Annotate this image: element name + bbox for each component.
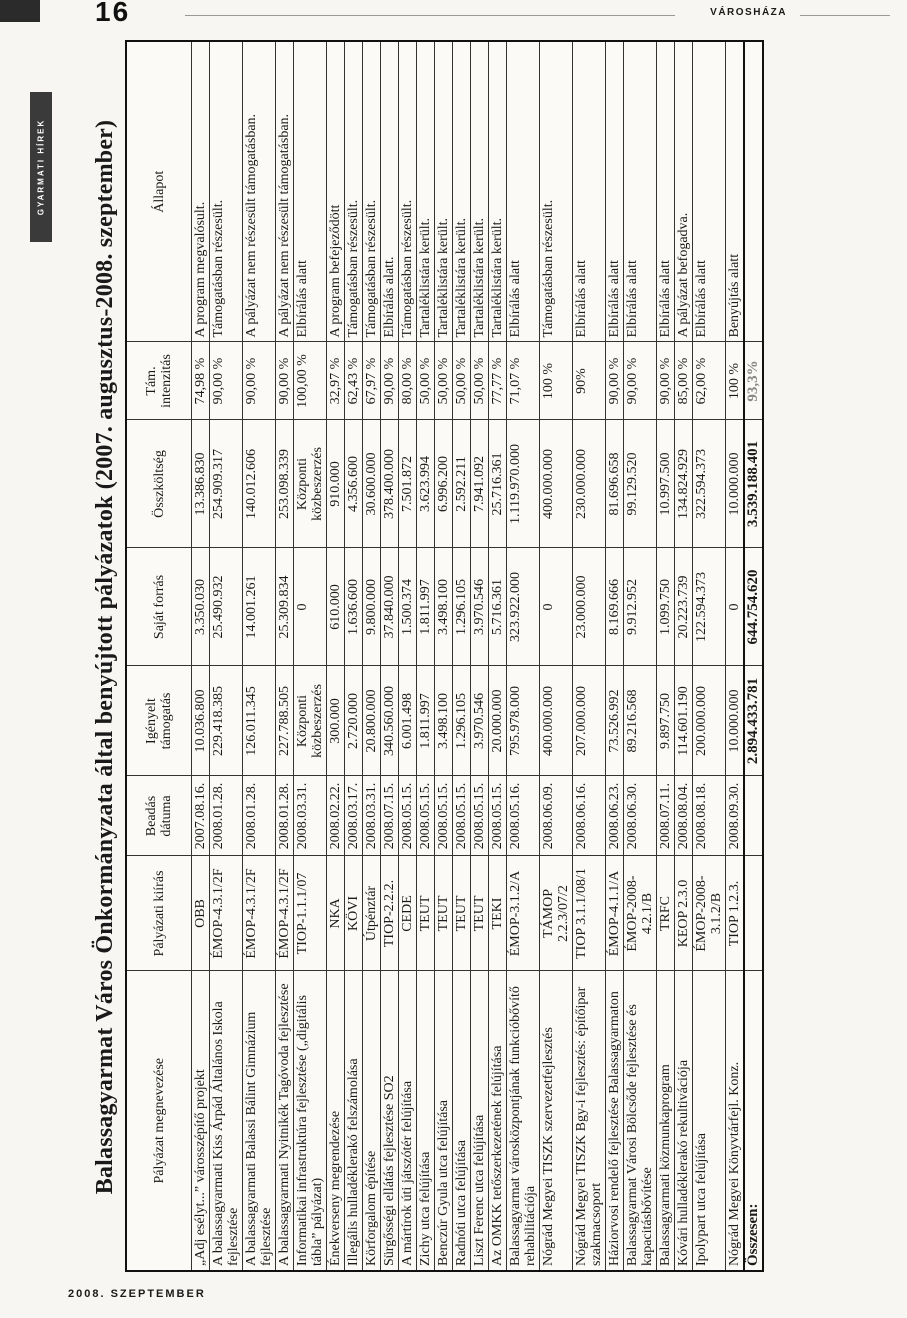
- cell-own: 323.922.000: [507, 548, 540, 666]
- cell-own: 1.636.600: [345, 548, 363, 666]
- cell-intensity: 50,00 %: [453, 342, 471, 420]
- col-header-name: Pályázat megnevezése: [126, 971, 192, 1271]
- table-row: [693, 41, 726, 1271]
- cell-requested: 207.000.000: [573, 666, 606, 776]
- cell-call: TIOP-1.1.1/07: [294, 856, 327, 971]
- cell-requested: 10.036.800: [192, 666, 210, 776]
- cell-status: A program befejeződött: [327, 41, 345, 342]
- cell-intensity: 74,98 %: [192, 342, 210, 420]
- table-row: [417, 41, 435, 1271]
- cell-status: A pályázat nem részesült támogatásban.: [243, 41, 276, 342]
- cell-own: 9.800.000: [363, 548, 381, 666]
- cell-name: A balassagyarmati Nyitnikék Tagóvoda fejlesztése: [276, 971, 294, 1271]
- cell-total: 10.000.000: [726, 420, 745, 548]
- cell-own: 8.169.666: [606, 548, 624, 666]
- cell-own: 0: [294, 548, 327, 666]
- cell-date: 2008.05.15.: [399, 776, 417, 856]
- cell-requested: Központi közbeszerzés: [294, 666, 327, 776]
- totals-row: [744, 41, 763, 1271]
- cell-requested: 20.000.000: [489, 666, 507, 776]
- cell-name: A mártírok úti játszótér felújítása: [399, 971, 417, 1271]
- cell-intensity: 77,77 %: [489, 342, 507, 420]
- cell-date: 2008.08.18.: [693, 776, 726, 856]
- cell-total: 910.000: [327, 420, 345, 548]
- table-row: [540, 41, 573, 1271]
- cell-own: 610.000: [327, 548, 345, 666]
- header-rule-right: [800, 15, 890, 16]
- table-row: [192, 41, 210, 1271]
- cell-total: 253.098.339: [276, 420, 294, 548]
- col-header-date: Beadás dátuma: [126, 776, 192, 856]
- cell-total: 134.824.929: [675, 420, 693, 548]
- cell-requested: 6.001.498: [399, 666, 417, 776]
- cell-total: 10.997.500: [657, 420, 675, 548]
- cell-name: A balassagyarmati Kiss Árpád Általános Iskola fejlesztése: [210, 971, 243, 1271]
- cell-total: 378.400.000: [381, 420, 399, 548]
- cell-requested: 89.216.568: [624, 666, 657, 776]
- cell-date: 2007.08.16.: [192, 776, 210, 856]
- cell-total: 4.356.600: [345, 420, 363, 548]
- cell-date: 2008.05.15.: [453, 776, 471, 856]
- cell-name: Körforgalom építése: [363, 971, 381, 1271]
- cell-date: 2008.07.15.: [381, 776, 399, 856]
- cell-intensity: 90,00 %: [381, 342, 399, 420]
- totals-empty: [744, 41, 763, 342]
- cell-date: 2008.06.30.: [624, 776, 657, 856]
- cell-intensity: 80,00 %: [399, 342, 417, 420]
- totals-label: Összesen:: [744, 971, 763, 1271]
- header-bar: [0, 0, 40, 22]
- cell-status: A pályázat nem részesült támogatásban.: [276, 41, 294, 342]
- cell-name: Zichy utca felújítása: [417, 971, 435, 1271]
- cell-requested: 300.000: [327, 666, 345, 776]
- cell-own: 1.099.750: [657, 548, 675, 666]
- col-header-own: Saját forrás: [126, 548, 192, 666]
- cell-name: Balassagyarmat városközpontjának funkcióbővítő rehabilitációja: [507, 971, 540, 1271]
- cell-name: „Adj esélyt...” városszépítő projekt: [192, 971, 210, 1271]
- cell-status: Elbírálás alatt: [606, 41, 624, 342]
- cell-own: 25.490.932: [210, 548, 243, 666]
- cell-name: Illegális hulladéklerakó felszámolása: [345, 971, 363, 1271]
- cell-requested: 1.811.997: [417, 666, 435, 776]
- col-header-total: Összköltség: [126, 420, 192, 548]
- cell-date: 2008.05.15.: [489, 776, 507, 856]
- cell-total: 2.592.211: [453, 420, 471, 548]
- cell-total: 81.696.658: [606, 420, 624, 548]
- cell-own: 25.309.834: [276, 548, 294, 666]
- cell-own: 1.500.374: [399, 548, 417, 666]
- table-row: [363, 41, 381, 1271]
- cell-intensity: 90,00 %: [210, 342, 243, 420]
- cell-date: 2008.06.09.: [540, 776, 573, 856]
- cell-total: 400.000.000: [540, 420, 573, 548]
- table-row: [471, 41, 489, 1271]
- cell-call: Útpénztár: [363, 856, 381, 971]
- col-header-call: Pályázati kiírás: [126, 856, 192, 971]
- cell-intensity: 50,00 %: [435, 342, 453, 420]
- cell-date: 2008.06.16.: [573, 776, 606, 856]
- cell-status: Elbírálás alatt: [573, 41, 606, 342]
- cell-intensity: 50,00 %: [417, 342, 435, 420]
- cell-intensity: 85,00 %: [675, 342, 693, 420]
- table-row: [345, 41, 363, 1271]
- cell-call: ÉMOP-4.3.1/2F: [276, 856, 294, 971]
- cell-date: 2008.03.31.: [363, 776, 381, 856]
- cell-own: 3.970.546: [471, 548, 489, 666]
- page-number: 16: [95, 0, 131, 27]
- cell-name: Balassagyarmati közmunkaprogram: [657, 971, 675, 1271]
- cell-requested: 1.296.105: [453, 666, 471, 776]
- cell-total: 13.386.830: [192, 420, 210, 548]
- cell-date: 2008.01.28.: [243, 776, 276, 856]
- cell-intensity: 62,00 %: [693, 342, 726, 420]
- cell-date: 2008.09.30.: [726, 776, 745, 856]
- cell-call: TIOP 3.1.1/08/1: [573, 856, 606, 971]
- table-row: [657, 41, 675, 1271]
- table-row: [726, 41, 745, 1271]
- table-row: [435, 41, 453, 1271]
- cell-call: OBB: [192, 856, 210, 971]
- table-row: [276, 41, 294, 1271]
- cell-call: ÉMOP-3.1.2/A: [507, 856, 540, 971]
- totals-intensity: 93,3%: [744, 342, 763, 420]
- cell-status: Elbírálás alatt: [507, 41, 540, 342]
- cell-own: 37.840.000: [381, 548, 399, 666]
- cell-name: Nógrád Megyei TISZK Bgy-i fejlesztés: építőipar szakmacsoport: [573, 971, 606, 1271]
- cell-requested: 3.970.546: [471, 666, 489, 776]
- footer-issue: 2008. SZEPTEMBER: [68, 1288, 206, 1300]
- cell-requested: 9.897.750: [657, 666, 675, 776]
- cell-call: ÉMOP-4.3.1/2F: [210, 856, 243, 971]
- cell-status: Támogatásban részesült.: [363, 41, 381, 342]
- cell-requested: 340.560.000: [381, 666, 399, 776]
- cell-total: 140.012.606: [243, 420, 276, 548]
- cell-status: Tartaléklistára került.: [489, 41, 507, 342]
- cell-call: TIOP 1.2.3.: [726, 856, 745, 971]
- cell-intensity: 90,00 %: [606, 342, 624, 420]
- table-row: [675, 41, 693, 1271]
- cell-requested: 227.788.505: [276, 666, 294, 776]
- cell-intensity: 90%: [573, 342, 606, 420]
- totals-empty: [744, 776, 763, 856]
- cell-intensity: 90,00 %: [243, 342, 276, 420]
- cell-total: Központi közbeszerzés: [294, 420, 327, 548]
- cell-call: TÁMOP 2.2.3/07/2: [540, 856, 573, 971]
- cell-call: ÉMOP-2008-3.1.2/B: [693, 856, 726, 971]
- cell-intensity: 100 %: [726, 342, 745, 420]
- cell-total: 7.501.872: [399, 420, 417, 548]
- cell-status: Elbírálás alatt: [294, 41, 327, 342]
- cell-requested: 73.526.992: [606, 666, 624, 776]
- cell-requested: 400.000.000: [540, 666, 573, 776]
- col-header-intensity: Tám. intenzitás: [126, 342, 192, 420]
- cell-intensity: 90,00 %: [624, 342, 657, 420]
- cell-name: Kóvári hulladéklerakó rekultivációja: [675, 971, 693, 1271]
- cell-intensity: 100 %: [540, 342, 573, 420]
- cell-status: Tartaléklistára került.: [417, 41, 435, 342]
- cell-requested: 126.011.345: [243, 666, 276, 776]
- cell-call: TEKI: [489, 856, 507, 971]
- cell-call: TEUT: [435, 856, 453, 971]
- cell-name: Sürgősségi ellátás fejlesztése SO2: [381, 971, 399, 1271]
- cell-own: 0: [540, 548, 573, 666]
- section-title: VÁROSHÁZA: [710, 7, 787, 18]
- cell-total: 6.996.200: [435, 420, 453, 548]
- cell-status: Támogatásban részesült.: [210, 41, 243, 342]
- cell-status: A program megvalósult.: [192, 41, 210, 342]
- cell-name: A balassagyarmati Balassi Bálint Gimnázium fejlesztése: [243, 971, 276, 1271]
- table-header-row: [126, 41, 192, 1271]
- cell-own: 14.001.261: [243, 548, 276, 666]
- cell-status: Tartaléklistára került.: [471, 41, 489, 342]
- table-row: [327, 41, 345, 1271]
- header-rule: [185, 15, 675, 16]
- cell-total: 99.129.520: [624, 420, 657, 548]
- cell-name: Liszt Ferenc utca felújítása: [471, 971, 489, 1271]
- cell-call: KEOP 2.3.0: [675, 856, 693, 971]
- cell-call: TEUT: [471, 856, 489, 971]
- cell-date: 2008.03.31.: [294, 776, 327, 856]
- cell-total: 3.623.994: [417, 420, 435, 548]
- cell-status: Támogatásban részesült.: [345, 41, 363, 342]
- cell-own: 23.000.000: [573, 548, 606, 666]
- cell-call: CEDE: [399, 856, 417, 971]
- cell-date: 2008.01.28.: [276, 776, 294, 856]
- cell-call: TIOP-2.2.2.: [381, 856, 399, 971]
- totals-total: 3.539.188.401: [744, 420, 763, 548]
- cell-status: Támogatásban részesült.: [540, 41, 573, 342]
- cell-date: 2008.05.15.: [417, 776, 435, 856]
- table-row: [381, 41, 399, 1271]
- cell-date: 2008.06.23.: [606, 776, 624, 856]
- cell-call: ÉMOP-4.1.1/A: [606, 856, 624, 971]
- cell-requested: 10.000.000: [726, 666, 745, 776]
- cell-status: Elbírálás alatt: [657, 41, 675, 342]
- cell-call: TEUT: [417, 856, 435, 971]
- cell-own: 1.811.997: [417, 548, 435, 666]
- applications-table: [125, 40, 764, 1272]
- cell-name: Balassagyarmat Városi Bölcsőde fejlesztése és kapacitásbővítése: [624, 971, 657, 1271]
- table-row: [243, 41, 276, 1271]
- cell-date: 2008.01.28.: [210, 776, 243, 856]
- cell-total: 254.909.317: [210, 420, 243, 548]
- cell-status: Elbírálás alatt: [624, 41, 657, 342]
- cell-own: 0: [726, 548, 745, 666]
- cell-own: 9.912.952: [624, 548, 657, 666]
- cell-requested: 20.800.000: [363, 666, 381, 776]
- cell-requested: 114.601.190: [675, 666, 693, 776]
- table-row: [399, 41, 417, 1271]
- cell-name: Nógrád Megyei Könyvtárfejl. Konz.: [726, 971, 745, 1271]
- cell-call: ÉMOP-4.3.1/2F: [243, 856, 276, 971]
- table-row: [624, 41, 657, 1271]
- table-row: [606, 41, 624, 1271]
- cell-total: 322.594.373: [693, 420, 726, 548]
- cell-name: Ipolypart utca felújítása: [693, 971, 726, 1271]
- cell-own: 1.296.105: [453, 548, 471, 666]
- cell-status: Elbírálás alatt.: [381, 41, 399, 342]
- cell-call: NKA: [327, 856, 345, 971]
- cell-status: Benyújtás alatt: [726, 41, 745, 342]
- cell-total: 1.119.970.000: [507, 420, 540, 548]
- cell-status: Támogatásban részesült.: [399, 41, 417, 342]
- cell-date: 2008.03.17.: [345, 776, 363, 856]
- cell-requested: 2.720.000: [345, 666, 363, 776]
- cell-status: Tartaléklistára került.: [435, 41, 453, 342]
- cell-total: 230.000.000: [573, 420, 606, 548]
- cell-total: 25.716.361: [489, 420, 507, 548]
- cell-intensity: 67,97 %: [363, 342, 381, 420]
- cell-own: 122.594.373: [693, 548, 726, 666]
- cell-intensity: 50,00 %: [471, 342, 489, 420]
- cell-call: TEUT: [453, 856, 471, 971]
- cell-date: 2008.05.15.: [435, 776, 453, 856]
- cell-intensity: 62,43 %: [345, 342, 363, 420]
- cell-name: Háziorvosi rendelő fejlesztése Balassagyarmaton: [606, 971, 624, 1271]
- cell-total: 30.600.000: [363, 420, 381, 548]
- cell-name: Informatikai infrastruktúra fejlesztése („digitális tábla” pályázat): [294, 971, 327, 1271]
- totals-requested: 2.894.433.781: [744, 666, 763, 776]
- table-title: Balassagyarmat Város Önkormányzata által benyújtott pályázatok (2007. augusztus-2008. szeptember): [92, 119, 118, 1195]
- cell-requested: 795.978.000: [507, 666, 540, 776]
- cell-intensity: 100,00 %: [294, 342, 327, 420]
- cell-name: Az OMKK tetőszerkezetének felújítása: [489, 971, 507, 1271]
- table-row: [210, 41, 243, 1271]
- cell-date: 2008.05.15.: [471, 776, 489, 856]
- table-row: [294, 41, 327, 1271]
- cell-name: Benczúr Gyula utca felújítása: [435, 971, 453, 1271]
- side-tab-label: GYARMATI HÍREK: [36, 118, 46, 216]
- table-row: [573, 41, 606, 1271]
- cell-own: 3.350.030: [192, 548, 210, 666]
- rotated-content: [85, 42, 880, 1272]
- table-row: [489, 41, 507, 1271]
- cell-intensity: 32,97 %: [327, 342, 345, 420]
- totals-own: 644.754.620: [744, 548, 763, 666]
- col-header-requested: Igényelt támogatás: [126, 666, 192, 776]
- cell-status: Elbírálás alatt: [693, 41, 726, 342]
- table-row: [453, 41, 471, 1271]
- cell-date: 2008.05.16.: [507, 776, 540, 856]
- totals-empty: [744, 856, 763, 971]
- cell-requested: 3.498.100: [435, 666, 453, 776]
- cell-requested: 229.418.385: [210, 666, 243, 776]
- cell-call: ÉMOP-2008-4.2.1/B: [624, 856, 657, 971]
- cell-own: 5.716.361: [489, 548, 507, 666]
- cell-total: 7.941.092: [471, 420, 489, 548]
- cell-intensity: 90,00 %: [657, 342, 675, 420]
- cell-intensity: 71,07 %: [507, 342, 540, 420]
- cell-date: 2008.08.04.: [675, 776, 693, 856]
- cell-call: TRFC: [657, 856, 675, 971]
- cell-own: 3.498.100: [435, 548, 453, 666]
- cell-name: Nógrád Megyei TISZK szervezetfejlesztés: [540, 971, 573, 1271]
- cell-intensity: 90,00 %: [276, 342, 294, 420]
- cell-status: Tartaléklistára került.: [453, 41, 471, 342]
- cell-requested: 200.000.000: [693, 666, 726, 776]
- cell-name: Radnóti utca felújítása: [453, 971, 471, 1271]
- side-tab: [30, 92, 52, 242]
- col-header-status: Állapot: [126, 41, 192, 342]
- cell-date: 2008.02.22.: [327, 776, 345, 856]
- cell-name: Énekverseny megrendezése: [327, 971, 345, 1271]
- table-row: [507, 41, 540, 1271]
- cell-status: A pályázat befogadva.: [675, 41, 693, 342]
- cell-call: KÖVI: [345, 856, 363, 971]
- cell-own: 20.223.739: [675, 548, 693, 666]
- cell-date: 2008.07.11.: [657, 776, 675, 856]
